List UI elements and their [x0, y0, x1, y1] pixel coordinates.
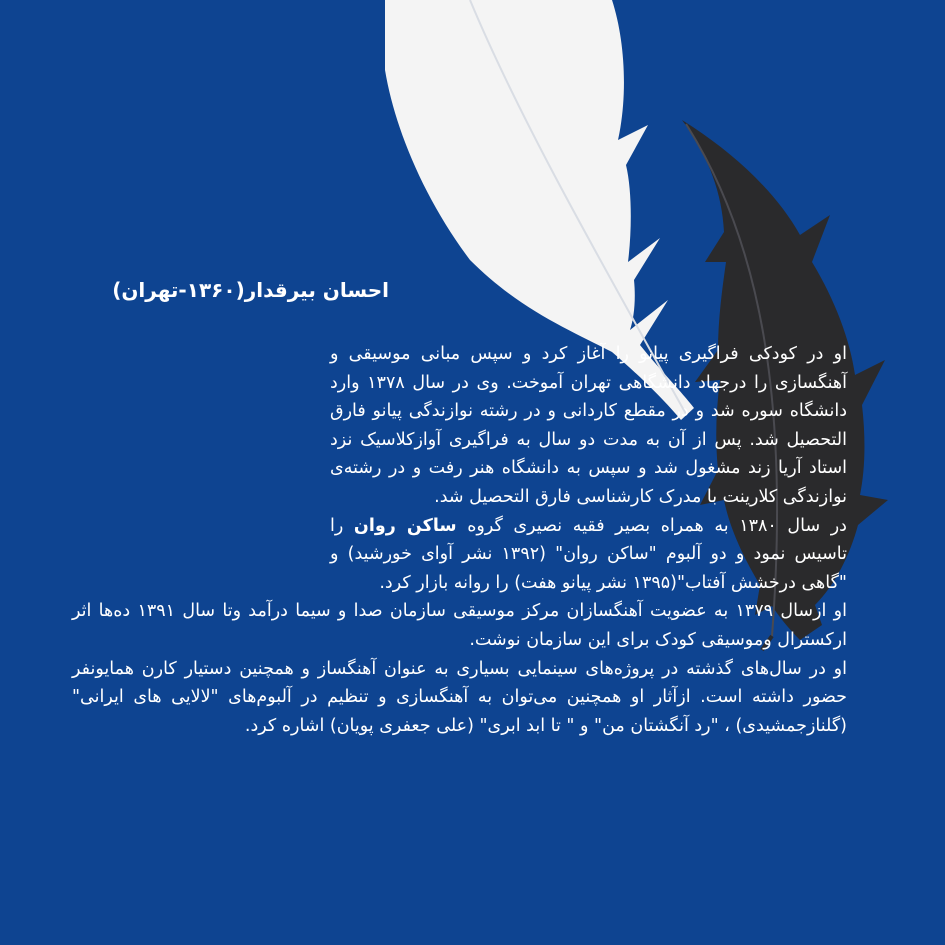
bio-paragraph-2-start: در سال ۱۳۸۰ به همراه بصیر فقیه نصیری گروه — [467, 515, 847, 536]
bio-paragraph-2-end: را تاسیس نمود و دو آلبوم "ساکن روان" (۱۳۹۲ نشر آوای خورشید) و "گاهی درخشش آفتاب"(۱۳۹۵ نشر پیانو هفت) را روانه بازار کرد. — [330, 515, 848, 593]
band-name: ساکن روان — [353, 515, 457, 536]
bio-paragraph-1: او در کودکی فراگیری پیانو را آغاز کرد و سپس مبانی موسیقی و آهنگسازی را درجهاد دانشگاهی تهران آموخت. وی در سال ۱۳۷۸ وارد دانشگاه سوره شد و در مقطع کاردانی و در رشته نوازندگی پیانو فارق التحصیل شد. پس از آن به مدت دو سال به فراگیری آوازکلاسیک نزد استاد آریا زند مشغول شد و سپس به دانشگاه هنر رفت و در رشته‌ی نوازندگی کلارینت با مدرک کارشناسی فارق التحصیل شد. — [330, 344, 847, 507]
bio-paragraph-3: او ازسال ۱۳۷۹ به عضویت آهنگسازان مرکز موسیقی سازمان صدا و سیما درآمد وتا سال ۱۳۹۱ ده‌ها اثر ارکسترال وموسیقی کودک برای این سازمان نوشت. — [72, 601, 847, 650]
page-title: احسان بیرقدار(۱۳۶۰-تهران) — [112, 278, 389, 302]
bio-paragraph-2 — [72, 512, 847, 598]
biography-text — [72, 340, 847, 740]
bio-paragraph-4: او در سال‌های گذشته در پروژه‌های سینمایی بسیاری به عنوان آهنگساز و همچنین دستیار کارن همایونفر حضور داشته است. ازآثار او همچنین می‌توان به آهنگسازی و تنظیم در آلبوم‌های "لالایی های ایرانی" (گلنازجمشیدی) ، "رد آنگشتان من" و " تا ابد ابری" (علی جعفری پویان) اشاره کرد. — [72, 658, 847, 736]
